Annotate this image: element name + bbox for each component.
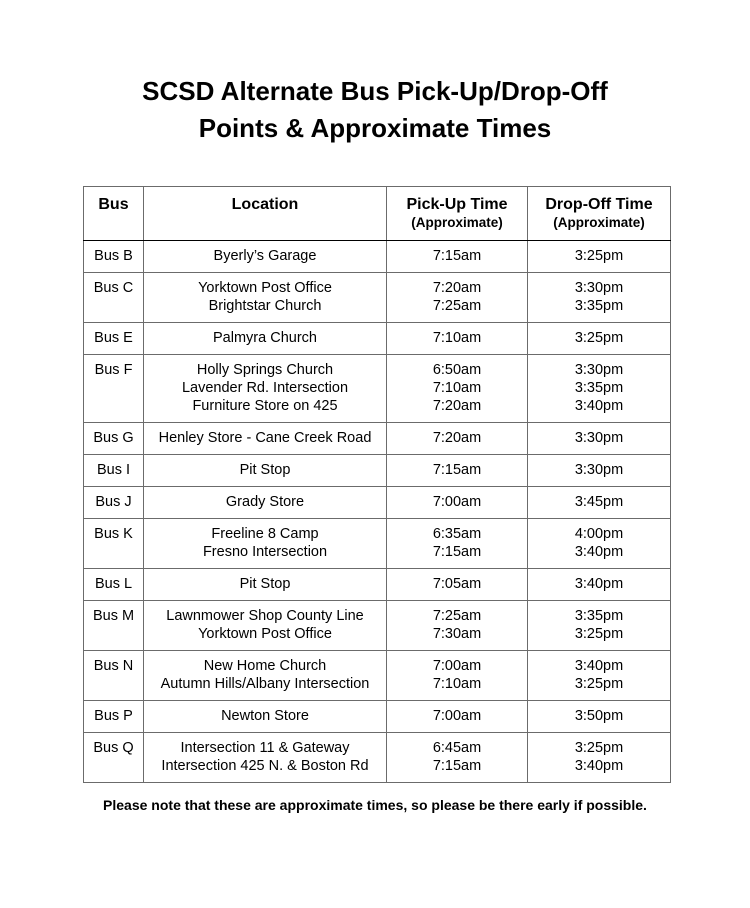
location-name: Brightstar Church bbox=[208, 298, 322, 314]
bus-cell bbox=[84, 601, 144, 651]
table-body bbox=[84, 241, 671, 783]
pickup-time: 7:30am bbox=[432, 626, 482, 642]
dropoff-cell bbox=[528, 519, 671, 569]
dropoff-time: 3:30pm bbox=[574, 362, 624, 378]
pickup-cell bbox=[387, 651, 528, 701]
dropoff-cell bbox=[528, 569, 671, 601]
header-bus: Bus bbox=[84, 187, 144, 241]
bus-name: Bus J bbox=[95, 494, 132, 510]
bus-name: Bus K bbox=[94, 526, 133, 542]
pickup-cell bbox=[387, 423, 528, 455]
header-dropoff-time: Drop-Off Time (Approximate) bbox=[528, 187, 671, 241]
pickup-time: 7:15am bbox=[432, 758, 482, 774]
pickup-time: 7:20am bbox=[432, 398, 482, 414]
bus-cell bbox=[84, 701, 144, 733]
bus-name: Bus Q bbox=[93, 740, 134, 756]
dropoff-cell bbox=[528, 601, 671, 651]
bus-schedule-table bbox=[83, 186, 671, 783]
dropoff-cell bbox=[528, 241, 671, 273]
dropoff-time: 3:40pm bbox=[574, 398, 624, 414]
location-name: Lavender Rd. Intersection bbox=[181, 380, 349, 396]
dropoff-time: 3:25pm bbox=[574, 676, 624, 692]
location-name: Fresno Intersection bbox=[202, 544, 328, 560]
dropoff-time: 3:40pm bbox=[574, 658, 624, 674]
pickup-time: 6:50am bbox=[432, 362, 482, 378]
location-name: Autumn Hills/Albany Intersection bbox=[160, 676, 370, 692]
table-row bbox=[84, 569, 671, 601]
location-name: Yorktown Post Office bbox=[198, 280, 332, 296]
dropoff-cell bbox=[528, 355, 671, 423]
dropoff-cell bbox=[528, 323, 671, 355]
bus-name: Bus B bbox=[94, 248, 133, 264]
bus-cell bbox=[84, 455, 144, 487]
dropoff-cell bbox=[528, 733, 671, 783]
dropoff-cell bbox=[528, 273, 671, 323]
bus-name: Bus I bbox=[96, 462, 131, 478]
dropoff-cell bbox=[528, 701, 671, 733]
pickup-cell bbox=[387, 487, 528, 519]
location-name: New Home Church bbox=[203, 658, 327, 674]
dropoff-cell bbox=[528, 423, 671, 455]
pickup-time: 7:10am bbox=[432, 330, 482, 346]
dropoff-time: 3:35pm bbox=[574, 298, 624, 314]
pickup-time: 6:35am bbox=[432, 526, 482, 542]
dropoff-time: 4:00pm bbox=[574, 526, 624, 542]
location-name: Henley Store - Cane Creek Road bbox=[158, 430, 372, 446]
table-row bbox=[84, 733, 671, 783]
bus-cell bbox=[84, 519, 144, 569]
bus-name: Bus M bbox=[92, 608, 135, 624]
location-name: Grady Store bbox=[225, 494, 305, 510]
location-cell bbox=[144, 273, 387, 323]
location-cell bbox=[144, 241, 387, 273]
bus-cell bbox=[84, 241, 144, 273]
table-row bbox=[84, 273, 671, 323]
pickup-cell bbox=[387, 355, 528, 423]
location-cell bbox=[144, 323, 387, 355]
bus-name: Bus E bbox=[94, 330, 133, 346]
dropoff-time: 3:25pm bbox=[574, 248, 624, 264]
document-title bbox=[0, 73, 750, 147]
pickup-cell bbox=[387, 241, 528, 273]
location-name: Intersection 425 N. & Boston Rd bbox=[161, 758, 369, 774]
location-cell bbox=[144, 701, 387, 733]
pickup-time: 7:10am bbox=[432, 676, 482, 692]
bus-cell bbox=[84, 487, 144, 519]
location-cell bbox=[144, 355, 387, 423]
location-cell bbox=[144, 569, 387, 601]
dropoff-time: 3:30pm bbox=[574, 280, 624, 296]
location-cell bbox=[144, 487, 387, 519]
table-row bbox=[84, 355, 671, 423]
pickup-cell bbox=[387, 733, 528, 783]
dropoff-time: 3:25pm bbox=[574, 330, 624, 346]
dropoff-time: 3:45pm bbox=[574, 494, 624, 510]
bus-name: Bus F bbox=[94, 362, 133, 378]
pickup-time: 7:15am bbox=[432, 544, 482, 560]
pickup-time: 7:25am bbox=[432, 298, 482, 314]
dropoff-time: 3:50pm bbox=[574, 708, 624, 724]
bus-cell bbox=[84, 355, 144, 423]
location-cell bbox=[144, 519, 387, 569]
header-pickup-time: Pick-Up Time (Approximate) bbox=[387, 187, 528, 241]
dropoff-time: 3:30pm bbox=[574, 430, 624, 446]
dropoff-time: 3:40pm bbox=[574, 576, 624, 592]
bus-name: Bus N bbox=[93, 658, 134, 674]
bus-cell bbox=[84, 423, 144, 455]
bus-cell bbox=[84, 323, 144, 355]
location-name: Holly Springs Church bbox=[196, 362, 334, 378]
location-name: Lawnmower Shop County Line bbox=[166, 608, 364, 624]
dropoff-cell bbox=[528, 651, 671, 701]
pickup-time: 7:20am bbox=[432, 280, 482, 296]
pickup-time: 6:45am bbox=[432, 740, 482, 756]
bus-cell bbox=[84, 569, 144, 601]
dropoff-cell bbox=[528, 455, 671, 487]
pickup-time: 7:00am bbox=[432, 658, 482, 674]
pickup-time: 7:15am bbox=[432, 248, 482, 264]
table-row bbox=[84, 651, 671, 701]
bus-cell bbox=[84, 651, 144, 701]
table-header-row bbox=[84, 187, 671, 241]
table-row bbox=[84, 323, 671, 355]
location-name: Newton Store bbox=[221, 708, 309, 724]
table-row bbox=[84, 455, 671, 487]
pickup-time: 7:10am bbox=[432, 380, 482, 396]
pickup-cell bbox=[387, 569, 528, 601]
pickup-cell bbox=[387, 701, 528, 733]
pickup-cell bbox=[387, 601, 528, 651]
pickup-time: 7:25am bbox=[432, 608, 482, 624]
location-name: Palmyra Church bbox=[213, 330, 317, 346]
table-row bbox=[84, 701, 671, 733]
location-name: Pit Stop bbox=[239, 576, 291, 592]
pickup-time: 7:05am bbox=[432, 576, 482, 592]
dropoff-time: 3:40pm bbox=[574, 758, 624, 774]
dropoff-time: 3:25pm bbox=[574, 626, 624, 642]
title-line-1: SCSD Alternate Bus Pick-Up/Drop-Off bbox=[142, 76, 608, 106]
dropoff-time: 3:30pm bbox=[574, 462, 624, 478]
bus-name: Bus C bbox=[93, 280, 134, 296]
header-location: Location bbox=[144, 187, 387, 241]
pickup-cell bbox=[387, 323, 528, 355]
location-cell bbox=[144, 423, 387, 455]
location-name: Intersection 11 & Gateway bbox=[180, 740, 350, 756]
dropoff-time: 3:40pm bbox=[574, 544, 624, 560]
pickup-cell bbox=[387, 455, 528, 487]
bus-name: Bus L bbox=[94, 576, 133, 592]
table-row bbox=[84, 519, 671, 569]
dropoff-cell bbox=[528, 487, 671, 519]
location-name: Byerly’s Garage bbox=[213, 248, 317, 264]
pickup-time: 7:15am bbox=[432, 462, 482, 478]
bus-cell bbox=[84, 733, 144, 783]
location-cell bbox=[144, 733, 387, 783]
location-name: Freeline 8 Camp bbox=[211, 526, 319, 542]
pickup-time: 7:00am bbox=[432, 494, 482, 510]
table-row bbox=[84, 601, 671, 651]
location-name: Pit Stop bbox=[239, 462, 291, 478]
title-line-2: Points & Approximate Times bbox=[198, 113, 552, 143]
dropoff-time: 3:35pm bbox=[574, 380, 624, 396]
location-name: Yorktown Post Office bbox=[198, 626, 332, 642]
pickup-time: 7:00am bbox=[432, 708, 482, 724]
location-cell bbox=[144, 601, 387, 651]
table-row bbox=[84, 423, 671, 455]
bus-name: Bus G bbox=[93, 430, 134, 446]
dropoff-time: 3:25pm bbox=[574, 740, 624, 756]
table-row bbox=[84, 487, 671, 519]
bus-name: Bus P bbox=[94, 708, 133, 724]
pickup-cell bbox=[387, 273, 528, 323]
footer-note: Please note that these are approximate times, so please be there early if possible. bbox=[103, 797, 647, 813]
pickup-time: 7:20am bbox=[432, 430, 482, 446]
location-cell bbox=[144, 651, 387, 701]
location-name: Furniture Store on 425 bbox=[192, 398, 338, 414]
bus-cell bbox=[84, 273, 144, 323]
dropoff-time: 3:35pm bbox=[574, 608, 624, 624]
location-cell bbox=[144, 455, 387, 487]
pickup-cell bbox=[387, 519, 528, 569]
table-row bbox=[84, 241, 671, 273]
